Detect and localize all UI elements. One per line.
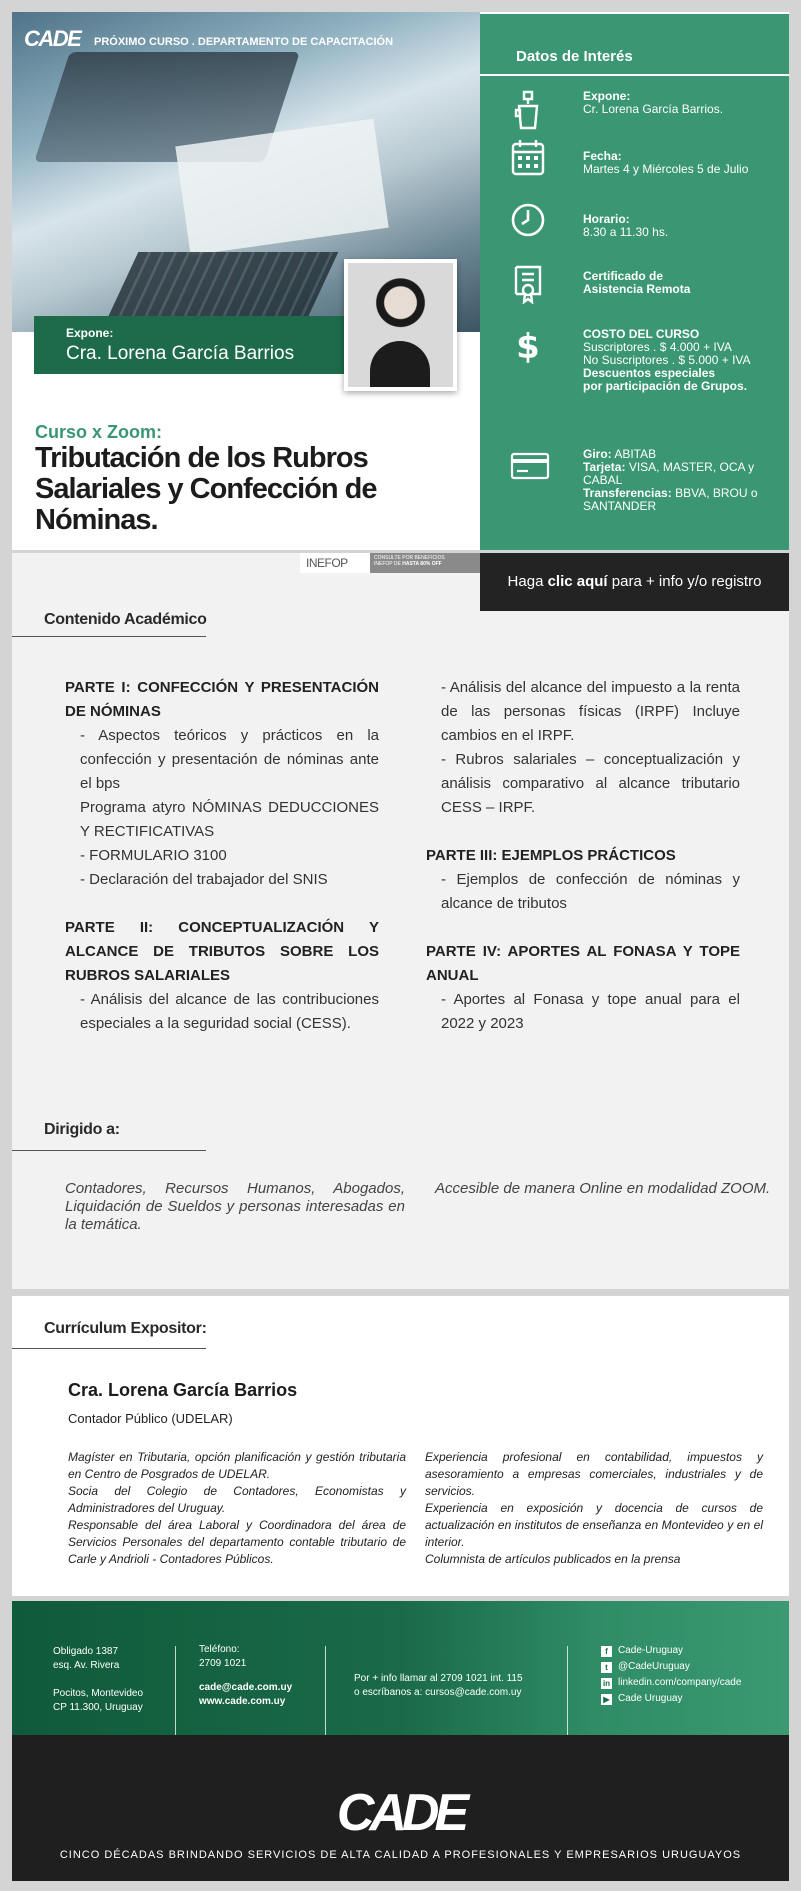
transferencias-label: Transferencias:: [583, 486, 672, 500]
card-icon: [510, 446, 550, 486]
spacer: [65, 892, 379, 916]
calendar-icon: [510, 138, 546, 178]
social-youtube[interactable]: ▶ Cade Uruguay: [601, 1691, 741, 1707]
costo-suscriptores: Suscriptores . $ 4.000 + IVA: [583, 340, 732, 354]
section-heading: PARTE I: CONFECCIÓN Y PRESENTACIÓN DE NÓMINAS: [65, 679, 379, 720]
section-item: - FORMULARIO 3100: [80, 847, 227, 864]
footer-tagline: CINCO DÉCADAS BRINDANDO SERVICIOS DE ALTA CALIDAD A PROFESIONALES Y EMPRESARIOS URUGUAYOS: [59, 1849, 742, 1861]
cv-right-column: Experiencia profesional en contabilidad, impuestos y asesoramiento a empresas comerciales, industriales y de servicios. Experiencia en exposición y docencia de cursos de actualización en institutos de enseñanza en Montevideo y en el interior. Columnista de artículos publicados en la prensa: [425, 1450, 763, 1566]
facebook-icon: f: [601, 1646, 612, 1657]
footer-info: Por + info llamar al 2709 1021 int. 115 o escríbanos a: cursos@cade.com.uy: [354, 1673, 523, 1698]
footer-address: Obligado 1387 esq. Av. Rivera Pocitos, Montevideo CP 11.300, Uruguay: [53, 1646, 144, 1713]
interest-title: Datos de Interés: [516, 48, 633, 65]
costo-no-suscriptores: No Suscriptores . $ 5.000 + IVA: [583, 353, 751, 367]
section-item: - Análisis del alcance de las contribuciones especiales a la seguridad social (CESS).: [80, 991, 379, 1032]
certificate-icon: [510, 264, 546, 304]
cv-section: [12, 1296, 789, 1596]
cv-name: Cra. Lorena García Barrios: [68, 1380, 298, 1400]
inefop-brand: INEFOP: [306, 556, 348, 570]
section-item: - Declaración del trabajador del SNIS: [80, 871, 328, 888]
giro-value: ABITAB: [614, 447, 657, 461]
course-title: Tributación de los Rubros Salariales y Confección de Nóminas.: [35, 442, 377, 536]
linkedin-icon: in: [602, 1678, 611, 1688]
section-item: - Rubros salariales – conceptualización y análisis comparativo al alcance tributario CESS – IRPF.: [441, 751, 740, 816]
horario-label: Horario:: [583, 212, 630, 226]
spacer: [426, 820, 740, 844]
dirigido-modality: Accesible de manera Online en modalidad ZOOM.: [435, 1180, 771, 1197]
twitter-icon: t: [601, 1662, 612, 1673]
footer-divider: [325, 1646, 326, 1736]
section-item: - Ejemplos de confección de nóminas y alcance de tributos: [441, 871, 740, 912]
section-heading: PARTE II: CONCEPTUALIZACIÓN Y ALCANCE DE TRIBUTOS SOBRE LOS RUBROS SALARIALES: [65, 919, 379, 984]
cv-left-column: Magíster en Tributaria, opción planificación y gestión tributaria en Centro de Posgrados de UDELAR. Socia del Colegio de Contadores, Economistas y Administradores del Uruguay. Responsable del área Laboral y Coordinadora del área de Servicios Personales del departamento contable tributario de Carle y Andrioli - Contadores Públicos.: [68, 1450, 406, 1566]
spacer: [426, 916, 740, 940]
expone-bar: [34, 316, 346, 374]
fecha-value: Martes 4 y Miércoles 5 de Julio: [583, 162, 749, 176]
costo-label: COSTO DEL CURSO: [583, 327, 700, 341]
cta-bold: clic aquí: [547, 573, 608, 590]
interest-panel: [480, 14, 789, 550]
certificado-label: Certificado de: [583, 269, 664, 283]
descuentos-grupos: por participación de Grupos.: [583, 379, 748, 393]
cv-role: Contador Público (UDELAR): [68, 1411, 233, 1426]
contenido-rule: [12, 636, 206, 637]
footer-contact: [12, 1601, 789, 1735]
footer-divider: [175, 1646, 176, 1736]
section-heading: PARTE III: EJEMPLOS PRÁCTICOS: [426, 847, 676, 864]
expone-label: Expone:: [66, 326, 114, 340]
section-item: - Aportes al Fonasa y tope anual para el 2022 y 2023: [441, 991, 740, 1032]
cade-logo: CADE: [24, 26, 81, 51]
social-twitter[interactable]: t @CadeUruguay: [601, 1659, 741, 1675]
contenido-left-column: [65, 676, 379, 1036]
footer-social: [601, 1643, 741, 1707]
inefop-badge[interactable]: [300, 553, 480, 573]
fecha-label: Fecha:: [583, 149, 622, 163]
dirigido-rule: [12, 1150, 206, 1151]
course-kicker: Curso x Zoom:: [35, 422, 163, 442]
register-button[interactable]: Haga clic aquí para + info y/o registro: [480, 553, 789, 611]
cv-rule: [12, 1348, 206, 1349]
section-item: - Análisis del alcance del impuesto a la renta de las personas físicas (IRPF) Incluye cambios en el IRPF.: [441, 679, 740, 744]
expone-item-value: Cr. Lorena García Barrios.: [583, 102, 724, 116]
contenido-right-column: [426, 676, 740, 1036]
keyboard-shape: [106, 252, 339, 322]
dollar-icon: [510, 326, 546, 366]
footer-web[interactable]: www.cade.com.uy: [199, 1696, 286, 1707]
interest-divider: [480, 74, 789, 76]
inefop-note: CONSULTE POR BENEFICIOS INEFOP DE HASTA 80% OFF: [370, 553, 480, 573]
transferencias-value: BBVA, BROU o SANTANDER: [583, 486, 758, 513]
footer-email[interactable]: cade@cade.com.uy: [199, 1682, 293, 1693]
cade-logo-large: CADE: [336, 1784, 465, 1842]
certificado-label-2: Asistencia Remota: [583, 282, 691, 296]
dirigido-audience: Contadores, Recursos Humanos, Abogados, Liquidación de Sueldos y personas interesadas en la temática.: [65, 1180, 405, 1233]
footer-brand: [12, 1735, 789, 1881]
dirigido-title: Dirigido a:: [44, 1121, 120, 1138]
contenido-title: Contenido Académico: [44, 611, 207, 628]
footer-phone: Teléfono: 2709 1021 cade@cade.com.uy www.cade.com.uy: [199, 1644, 293, 1707]
giro-label: Giro:: [583, 447, 612, 461]
section-item: Programa atyro NÓMINAS DEDUCCIONES Y RECTIFICATIVAS: [80, 799, 379, 840]
clock-icon: [510, 200, 546, 240]
expone-item-label: Expone:: [583, 89, 631, 103]
speaker-portrait: [344, 259, 457, 391]
tarjeta-value: VISA, MASTER, OCA y CABAL: [583, 460, 755, 487]
horario-value: 8.30 a 11.30 hs.: [583, 225, 669, 239]
social-facebook[interactable]: f Cade-Uruguay: [601, 1643, 741, 1659]
svg-text:$: $: [516, 327, 540, 366]
footer-divider: [567, 1646, 568, 1736]
expone-name: Cra. Lorena García Barrios: [66, 343, 295, 364]
section-heading: PARTE IV: APORTES AL FONASA Y TOPE ANUAL: [426, 943, 740, 984]
youtube-icon: ▶: [601, 1694, 612, 1705]
tarjeta-label: Tarjeta:: [583, 460, 626, 474]
top-label: PRÓXIMO CURSO . DEPARTAMENTO DE CAPACITACIÓN: [94, 36, 394, 48]
section-item: - Aspectos teóricos y prácticos en la confección y presentación de nóminas ante el bps: [80, 727, 379, 792]
descuentos-label: Descuentos especiales: [583, 366, 716, 380]
social-linkedin[interactable]: in linkedin.com/company/cade: [602, 1677, 742, 1688]
speaker-icon: [510, 90, 546, 130]
cv-title: Currículum Expositor:: [44, 1320, 207, 1337]
